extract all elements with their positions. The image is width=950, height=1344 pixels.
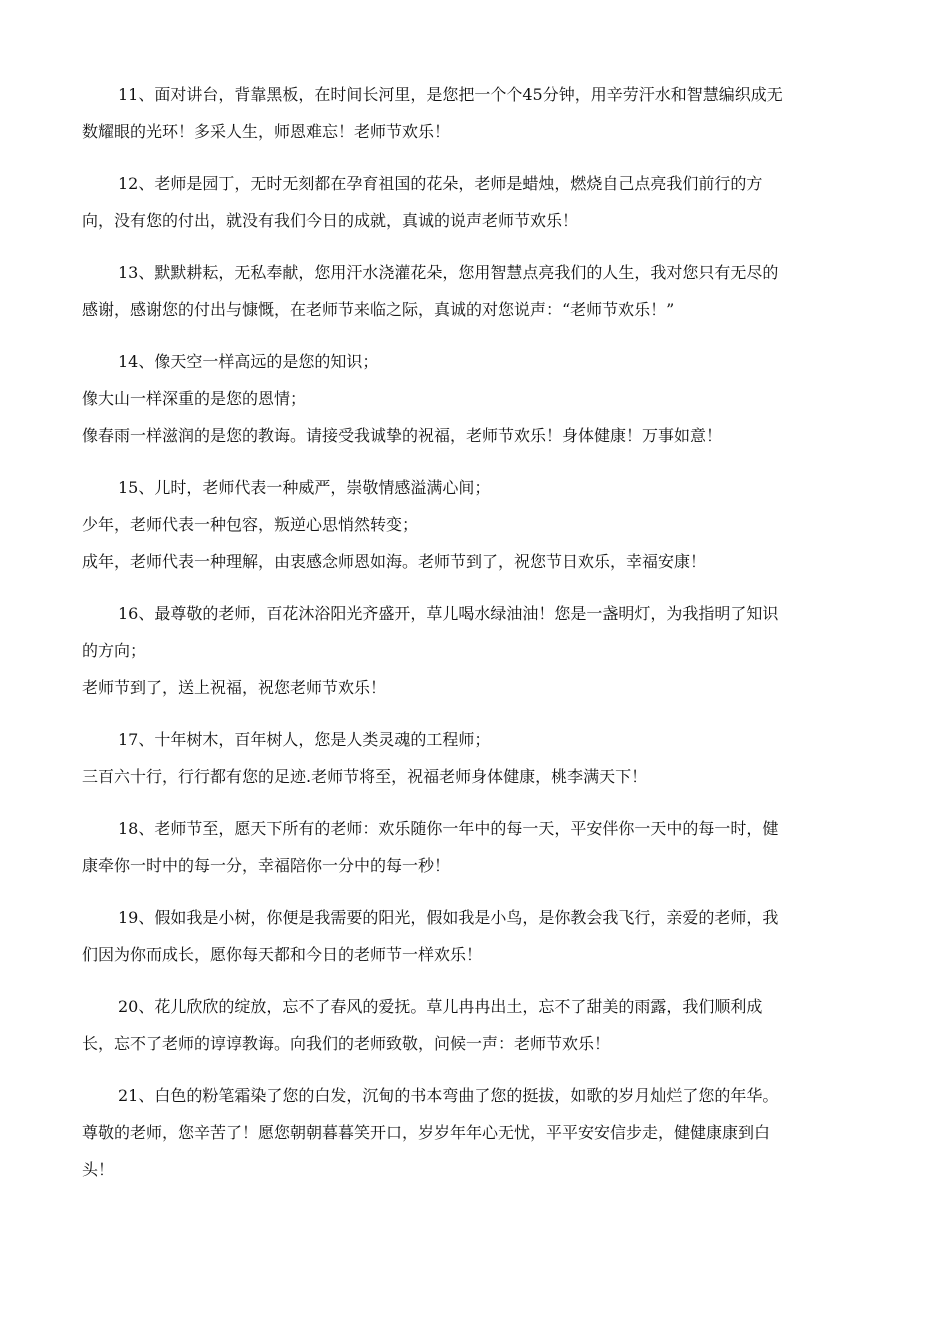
paragraph-21: [82, 1077, 870, 1188]
paragraph-12: [82, 165, 870, 239]
paragraph-line: 像春雨一样滋润的是您的教诲。请接受我诚挚的祝福，老师节欢乐！身体健康！万事如意！: [82, 426, 723, 445]
paragraph-line: 们因为你而成长，愿你每天都和今日的老师节一样欢乐！: [82, 945, 483, 964]
paragraph-line: 感谢，感谢您的付出与慷慨，在老师节来临之际，真诚的对您说声：“老师节欢乐！”: [82, 300, 675, 319]
paragraph-line: 像大山一样深重的是您的恩情；: [82, 389, 307, 408]
paragraph-16: [82, 595, 870, 706]
paragraph-19: [82, 899, 870, 973]
paragraph-18: [82, 810, 870, 884]
paragraph-line: 的方向；: [82, 641, 147, 660]
paragraph-line: 老师节到了，送上祝福，祝您老师节欢乐！: [82, 678, 387, 697]
paragraph-line: 康牵你一时中的每一分，幸福陪你一分中的每一秒！: [82, 856, 451, 875]
paragraph-line: 头！: [82, 1160, 115, 1179]
paragraph-line: 数耀眼的光环！多采人生，师恩难忘！老师节欢乐！: [82, 122, 451, 141]
paragraph-line: 17、十年树木，百年树人，您是人类灵魂的工程师；: [118, 730, 491, 749]
paragraph-line: 19、假如我是小树，你便是我需要的阳光，假如我是小鸟，是你教会我飞行，亲爱的老师，我: [118, 908, 779, 927]
document-page: [82, 76, 870, 1203]
paragraph-line: 16、最尊敬的老师，百花沐浴阳光齐盛开，草儿喝水绿油油！您是一盏明灯，为我指明了知识: [118, 604, 779, 623]
paragraph-line: 尊敬的老师，您辛苦了！愿您朝朝暮暮笑开口，岁岁年年心无忧，平平安安信步走，健健康康到白: [82, 1123, 771, 1142]
paragraph-line: 13、默默耕耘，无私奉献，您用汗水浇灌花朵，您用智慧点亮我们的人生，我对您只有无尽的: [118, 263, 779, 282]
paragraph-line: 18、老师节至，愿天下所有的老师：欢乐随你一年中的每一天，平安伴你一天中的每一时，健: [118, 819, 779, 838]
paragraph-line: 成年，老师代表一种理解，由衷感念师恩如海。老师节到了，祝您节日欢乐，幸福安康！: [82, 552, 707, 571]
paragraph-11: [82, 76, 870, 150]
paragraph-line: 向，没有您的付出，就没有我们今日的成就，真诚的说声老师节欢乐！: [82, 211, 579, 230]
paragraph-line: 21、白色的粉笔霜染了您的白发，沉甸的书本弯曲了您的挺拔，如歌的岁月灿烂了您的年华。: [118, 1086, 779, 1105]
paragraph-17: [82, 721, 870, 795]
paragraph-line: 14、像天空一样高远的是您的知识；: [118, 352, 379, 371]
paragraph-14: [82, 343, 870, 454]
paragraph-line: 三百六十行，行行都有您的足迹.老师节将至，祝福老师身体健康，桃李满天下！: [82, 767, 648, 786]
paragraph-line: 15、儿时，老师代表一种威严，崇敬情感溢满心间；: [118, 478, 491, 497]
paragraph-15: [82, 469, 870, 580]
paragraph-20: [82, 988, 870, 1062]
paragraph-line: 少年，老师代表一种包容，叛逆心思悄然转变；: [82, 515, 419, 534]
paragraph-line: 20、花儿欣欣的绽放，忘不了春风的爱抚。草儿冉冉出土，忘不了甜美的雨露，我们顺利成: [118, 997, 763, 1016]
paragraph-line: 长，忘不了老师的谆谆教诲。向我们的老师致敬，问候一声：老师节欢乐！: [82, 1034, 611, 1053]
paragraph-13: [82, 254, 870, 328]
paragraph-line: 11、面对讲台，背靠黑板，在时间长河里，是您把一个个45分钟，用辛劳汗水和智慧编织成无: [118, 85, 783, 104]
paragraph-line: 12、老师是园丁，无时无刻都在孕育祖国的花朵，老师是蜡烛，燃烧自己点亮我们前行的方: [118, 174, 763, 193]
